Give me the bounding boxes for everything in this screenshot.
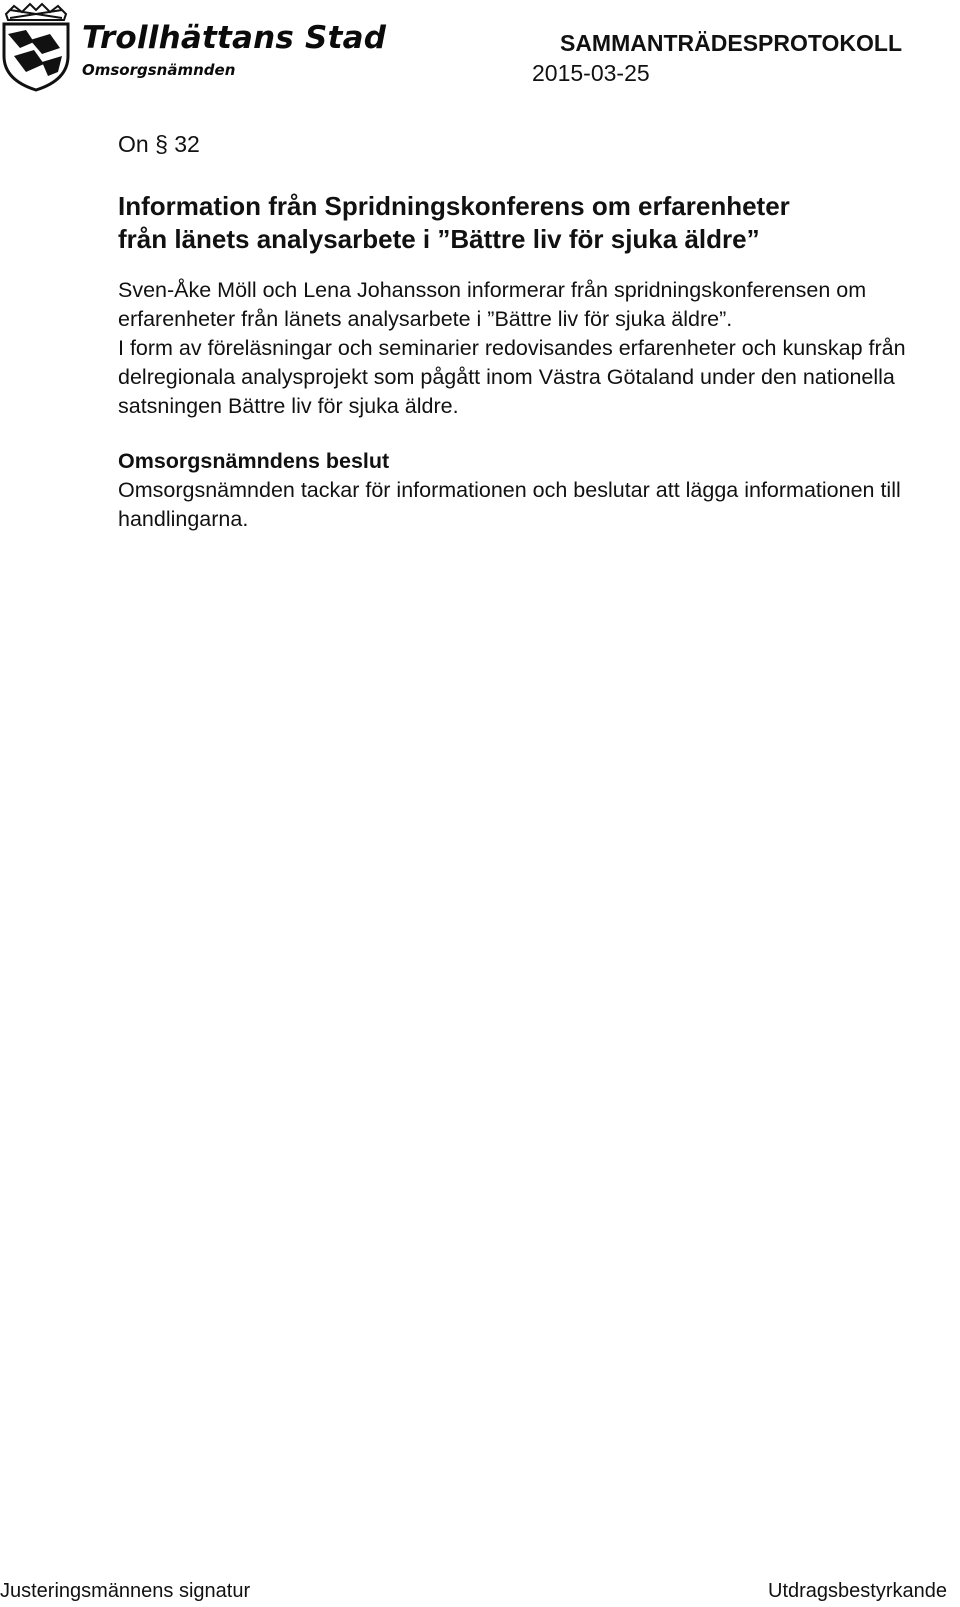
organization-name: Trollhättans Stad (82, 20, 387, 56)
document-date: 2015-03-25 (532, 60, 650, 86)
decision-heading: Omsorgsnämndens beslut (118, 449, 390, 473)
coat-of-arms-icon (0, 0, 72, 92)
item-title: Information från Spridningskonferens om erfarenheter från länets analysarbete i ”Bättre liv för sjuka äldre” (118, 191, 790, 254)
document-type: SAMMANTRÄDESPROTOKOLL (559, 30, 902, 56)
department-name: Omsorgsnämnden (82, 61, 236, 79)
item-body (118, 276, 938, 421)
section-reference: On § 32 (118, 131, 200, 157)
body-paragraph: Sven-Åke Möll och Lena Johansson informerar från spridningskonferensen om erfarenheter från länets analysarbete i ”Bättre liv för sjuka äldre”. (118, 278, 867, 331)
footer-certification-label: Utdragsbestyrkande (768, 1580, 947, 1602)
body-paragraph: I form av föreläsningar och seminarier redovisandes erfarenheter och kunskap från delregionala analysprojekt som pågått inom Västra Götaland under den nationella satsningen Bättre liv för sjuka äldre. (118, 336, 906, 418)
decision-text: Omsorgsnämnden tackar för informationen och beslutar att lägga informationen till handlingarna. (118, 478, 901, 531)
minutes-item (118, 128, 938, 534)
footer-signature-label: Justeringsmännens signatur (0, 1580, 251, 1602)
